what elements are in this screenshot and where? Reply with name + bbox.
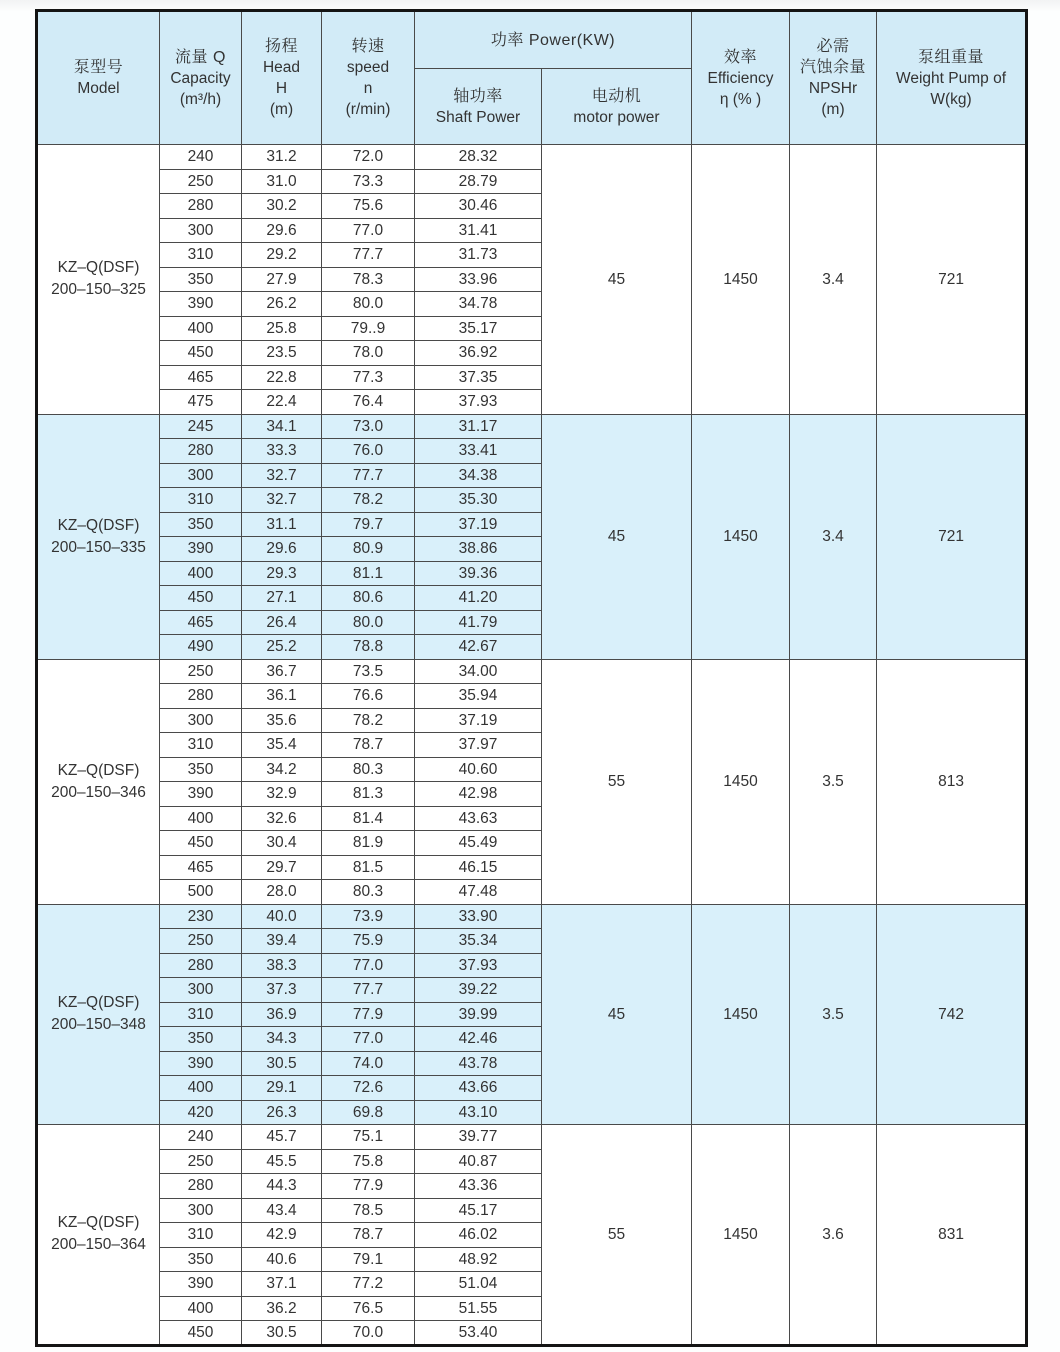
table-row	[37, 414, 1027, 439]
head-cell: 32.9	[242, 782, 322, 807]
efficiency-cell: 1450	[692, 659, 790, 904]
shaft-power-cell: 43.66	[415, 1076, 542, 1101]
capacity-cell: 465	[160, 610, 242, 635]
head-cell: 31.2	[242, 145, 322, 170]
capacity-cell: 465	[160, 855, 242, 880]
shaft-power-cell: 43.36	[415, 1174, 542, 1199]
speed-cell: 81.4	[322, 806, 415, 831]
speed-cell: 77.7	[322, 463, 415, 488]
model-name-line2: 200–150–348	[51, 1016, 146, 1034]
shaft-power-cell: 35.34	[415, 929, 542, 954]
shaft-power-cell: 31.73	[415, 243, 542, 268]
head-cell: 27.1	[242, 586, 322, 611]
capacity-cell: 280	[160, 684, 242, 709]
speed-cell: 80.3	[322, 880, 415, 905]
shaft-power-cell: 39.36	[415, 561, 542, 586]
col-header-head-en: Head	[262, 59, 301, 76]
speed-cell: 77.9	[322, 1002, 415, 1027]
shaft-power-cell: 37.35	[415, 365, 542, 390]
col-header-head	[242, 11, 322, 145]
head-cell: 28.0	[242, 880, 322, 905]
capacity-cell: 450	[160, 341, 242, 366]
speed-cell: 78.2	[322, 708, 415, 733]
speed-cell: 77.9	[322, 1174, 415, 1199]
col-header-efficiency	[692, 11, 790, 145]
model-cell	[37, 904, 160, 1125]
efficiency-cell: 1450	[692, 414, 790, 659]
shaft-power-cell: 39.77	[415, 1125, 542, 1150]
capacity-cell: 390	[160, 1051, 242, 1076]
shaft-power-cell: 47.48	[415, 880, 542, 905]
head-cell: 34.2	[242, 757, 322, 782]
speed-cell: 78.0	[322, 341, 415, 366]
col-header-speed-en: speed	[346, 59, 390, 76]
capacity-cell: 350	[160, 1027, 242, 1052]
shaft-power-cell: 40.60	[415, 757, 542, 782]
col-header-weight-unit: W(kg)	[930, 90, 972, 108]
col-header-head-zh: 扬程	[264, 38, 298, 55]
shaft-power-cell: 33.41	[415, 439, 542, 464]
head-cell: 31.0	[242, 169, 322, 194]
speed-cell: 77.2	[322, 1272, 415, 1297]
col-header-capacity-zh: 流量 Q	[175, 48, 226, 66]
table-row	[37, 904, 1027, 929]
shaft-power-cell: 42.67	[415, 635, 542, 660]
head-cell: 40.0	[242, 904, 322, 929]
speed-cell: 80.3	[322, 757, 415, 782]
motor-power-cell: 55	[542, 1125, 692, 1346]
model-name-line1: KZ–Q(DSF)	[57, 994, 140, 1012]
model-cell	[37, 145, 160, 415]
col-header-speed-symbol: n	[363, 80, 373, 97]
shaft-power-cell: 37.19	[415, 512, 542, 537]
speed-cell: 72.6	[322, 1076, 415, 1101]
head-cell: 25.8	[242, 316, 322, 341]
speed-cell: 76.5	[322, 1296, 415, 1321]
capacity-cell: 240	[160, 145, 242, 170]
speed-cell: 78.3	[322, 267, 415, 292]
speed-cell: 81.9	[322, 831, 415, 856]
head-cell: 27.9	[242, 267, 322, 292]
capacity-cell: 300	[160, 978, 242, 1003]
speed-cell: 78.2	[322, 488, 415, 513]
shaft-power-cell: 28.32	[415, 145, 542, 170]
head-cell: 38.3	[242, 953, 322, 978]
capacity-cell: 475	[160, 390, 242, 415]
speed-cell: 70.0	[322, 1321, 415, 1346]
capacity-cell: 300	[160, 218, 242, 243]
col-header-weight-en: Weight Pump of	[896, 69, 1007, 87]
table-header	[37, 11, 1027, 145]
col-header-npshr-zh1: 必需	[816, 38, 850, 55]
shaft-power-cell: 41.20	[415, 586, 542, 611]
capacity-cell: 400	[160, 1076, 242, 1101]
head-cell: 44.3	[242, 1174, 322, 1199]
capacity-cell: 280	[160, 953, 242, 978]
capacity-cell: 300	[160, 463, 242, 488]
motor-power-cell: 45	[542, 904, 692, 1125]
model-name-line1: KZ–Q(DSF)	[57, 516, 140, 534]
speed-cell: 80.6	[322, 586, 415, 611]
shaft-power-cell: 34.00	[415, 659, 542, 684]
speed-cell: 72.0	[322, 145, 415, 170]
speed-cell: 75.1	[322, 1125, 415, 1150]
shaft-power-cell: 53.40	[415, 1321, 542, 1346]
capacity-cell: 350	[160, 267, 242, 292]
head-cell: 37.1	[242, 1272, 322, 1297]
shaft-power-cell: 37.93	[415, 953, 542, 978]
model-name-line2: 200–150–325	[51, 281, 146, 299]
shaft-power-cell: 45.17	[415, 1198, 542, 1223]
speed-cell: 76.0	[322, 439, 415, 464]
shaft-power-cell: 37.19	[415, 708, 542, 733]
capacity-cell: 245	[160, 414, 242, 439]
head-cell: 35.4	[242, 733, 322, 758]
head-cell: 26.3	[242, 1100, 322, 1125]
capacity-cell: 310	[160, 488, 242, 513]
model-cell	[37, 659, 160, 904]
col-header-efficiency-unit: η (% )	[719, 90, 762, 108]
capacity-cell: 280	[160, 194, 242, 219]
col-header-capacity	[160, 11, 242, 145]
model-name-line2: 200–150–364	[51, 1236, 146, 1254]
shaft-power-cell: 46.15	[415, 855, 542, 880]
weight-cell: 721	[877, 145, 1027, 415]
capacity-cell: 310	[160, 1002, 242, 1027]
capacity-cell: 400	[160, 806, 242, 831]
capacity-cell: 300	[160, 708, 242, 733]
head-cell: 39.4	[242, 929, 322, 954]
efficiency-cell: 1450	[692, 145, 790, 415]
npshr-cell: 3.4	[790, 414, 877, 659]
shaft-power-cell: 38.86	[415, 537, 542, 562]
col-header-motor-power-zh: 电动机	[591, 87, 642, 105]
model-name-line1: KZ–Q(DSF)	[57, 761, 140, 779]
efficiency-cell: 1450	[692, 1125, 790, 1346]
head-cell: 30.4	[242, 831, 322, 856]
speed-cell: 76.6	[322, 684, 415, 709]
speed-cell: 75.9	[322, 929, 415, 954]
capacity-cell: 230	[160, 904, 242, 929]
head-cell: 22.4	[242, 390, 322, 415]
capacity-cell: 390	[160, 1272, 242, 1297]
speed-cell: 73.3	[322, 169, 415, 194]
speed-cell: 77.0	[322, 1027, 415, 1052]
model-name-line1: KZ–Q(DSF)	[57, 259, 140, 277]
head-cell: 34.1	[242, 414, 322, 439]
speed-cell: 80.9	[322, 537, 415, 562]
speed-cell: 78.7	[322, 733, 415, 758]
shaft-power-cell: 42.46	[415, 1027, 542, 1052]
motor-power-cell: 45	[542, 145, 692, 415]
capacity-cell: 250	[160, 929, 242, 954]
speed-cell: 73.5	[322, 659, 415, 684]
model-cell	[37, 414, 160, 659]
speed-cell: 78.8	[322, 635, 415, 660]
capacity-cell: 490	[160, 635, 242, 660]
speed-cell: 78.7	[322, 1223, 415, 1248]
speed-cell: 77.0	[322, 218, 415, 243]
col-header-shaft-power-en: Shaft Power	[435, 108, 521, 126]
speed-cell: 73.0	[322, 414, 415, 439]
capacity-cell: 250	[160, 169, 242, 194]
table-body	[37, 145, 1027, 1346]
head-cell: 26.4	[242, 610, 322, 635]
capacity-cell: 250	[160, 1149, 242, 1174]
capacity-cell: 500	[160, 880, 242, 905]
shaft-power-cell: 43.10	[415, 1100, 542, 1125]
head-cell: 36.7	[242, 659, 322, 684]
capacity-cell: 350	[160, 512, 242, 537]
table-row	[37, 145, 1027, 170]
npshr-cell: 3.4	[790, 145, 877, 415]
shaft-power-cell: 39.99	[415, 1002, 542, 1027]
head-cell: 35.6	[242, 708, 322, 733]
pump-spec-table	[35, 9, 1028, 1347]
shaft-power-cell: 30.46	[415, 194, 542, 219]
speed-cell: 79.7	[322, 512, 415, 537]
col-header-capacity-en: Capacity	[170, 69, 231, 87]
table-row	[37, 659, 1027, 684]
speed-cell: 74.0	[322, 1051, 415, 1076]
shaft-power-cell: 42.98	[415, 782, 542, 807]
shaft-power-cell: 46.02	[415, 1223, 542, 1248]
capacity-cell: 465	[160, 365, 242, 390]
shaft-power-cell: 51.55	[415, 1296, 542, 1321]
weight-cell: 742	[877, 904, 1027, 1125]
head-cell: 45.7	[242, 1125, 322, 1150]
speed-cell: 80.0	[322, 292, 415, 317]
model-name-line2: 200–150–346	[51, 783, 146, 801]
head-cell: 45.5	[242, 1149, 322, 1174]
shaft-power-cell: 36.92	[415, 341, 542, 366]
head-cell: 29.2	[242, 243, 322, 268]
shaft-power-cell: 43.63	[415, 806, 542, 831]
shaft-power-cell: 31.41	[415, 218, 542, 243]
col-header-npshr-en: NPSHr	[808, 80, 858, 97]
speed-cell: 76.4	[322, 390, 415, 415]
capacity-cell: 310	[160, 1223, 242, 1248]
speed-cell: 69.8	[322, 1100, 415, 1125]
weight-cell: 813	[877, 659, 1027, 904]
head-cell: 43.4	[242, 1198, 322, 1223]
speed-cell: 81.3	[322, 782, 415, 807]
col-header-power-group	[415, 11, 692, 69]
shaft-power-cell: 33.90	[415, 904, 542, 929]
col-header-motor-power-en: motor power	[573, 108, 660, 126]
speed-cell: 77.3	[322, 365, 415, 390]
efficiency-cell: 1450	[692, 904, 790, 1125]
col-header-npshr-zh2: 汽蚀余量	[800, 59, 867, 76]
shaft-power-cell: 35.30	[415, 488, 542, 513]
model-cell	[37, 1125, 160, 1346]
capacity-cell: 390	[160, 292, 242, 317]
col-header-shaft-power	[415, 69, 542, 145]
capacity-cell: 450	[160, 831, 242, 856]
col-header-model-zh: 泵型号	[73, 59, 124, 76]
speed-cell: 80.0	[322, 610, 415, 635]
head-cell: 31.1	[242, 512, 322, 537]
head-cell: 36.1	[242, 684, 322, 709]
speed-cell: 77.0	[322, 953, 415, 978]
col-header-power-label: 功率 Power(KW)	[490, 31, 616, 49]
col-header-speed-zh: 转速	[351, 38, 385, 55]
head-cell: 32.6	[242, 806, 322, 831]
head-cell: 29.1	[242, 1076, 322, 1101]
col-header-head-symbol: H	[275, 80, 288, 97]
shaft-power-cell: 51.04	[415, 1272, 542, 1297]
col-header-npshr	[790, 11, 877, 145]
head-cell: 26.2	[242, 292, 322, 317]
shaft-power-cell: 41.79	[415, 610, 542, 635]
col-header-model	[37, 11, 160, 145]
col-header-efficiency-en: Efficiency	[707, 69, 774, 87]
shaft-power-cell: 45.49	[415, 831, 542, 856]
weight-cell: 721	[877, 414, 1027, 659]
capacity-cell: 310	[160, 243, 242, 268]
head-cell: 42.9	[242, 1223, 322, 1248]
shaft-power-cell: 28.79	[415, 169, 542, 194]
shaft-power-cell: 37.93	[415, 390, 542, 415]
speed-cell: 75.8	[322, 1149, 415, 1174]
head-cell: 29.6	[242, 537, 322, 562]
shaft-power-cell: 48.92	[415, 1247, 542, 1272]
speed-cell: 81.5	[322, 855, 415, 880]
shaft-power-cell: 34.78	[415, 292, 542, 317]
head-cell: 34.3	[242, 1027, 322, 1052]
shaft-power-cell: 43.78	[415, 1051, 542, 1076]
head-cell: 32.7	[242, 488, 322, 513]
shaft-power-cell: 35.94	[415, 684, 542, 709]
model-name-line1: KZ–Q(DSF)	[57, 1214, 140, 1232]
head-cell: 36.9	[242, 1002, 322, 1027]
shaft-power-cell: 31.17	[415, 414, 542, 439]
table-row	[37, 1125, 1027, 1150]
shaft-power-cell: 40.87	[415, 1149, 542, 1174]
capacity-cell: 250	[160, 659, 242, 684]
col-header-weight-zh: 泵组重量	[918, 48, 985, 66]
capacity-cell: 400	[160, 316, 242, 341]
col-header-head-unit: (m)	[269, 101, 294, 118]
head-cell: 29.7	[242, 855, 322, 880]
head-cell: 37.3	[242, 978, 322, 1003]
capacity-cell: 350	[160, 757, 242, 782]
motor-power-cell: 45	[542, 414, 692, 659]
speed-cell: 79..9	[322, 316, 415, 341]
head-cell: 36.2	[242, 1296, 322, 1321]
capacity-cell: 450	[160, 1321, 242, 1346]
head-cell: 23.5	[242, 341, 322, 366]
col-header-speed	[322, 11, 415, 145]
capacity-cell: 450	[160, 586, 242, 611]
capacity-cell: 300	[160, 1198, 242, 1223]
speed-cell: 73.9	[322, 904, 415, 929]
shaft-power-cell: 35.17	[415, 316, 542, 341]
capacity-cell: 390	[160, 537, 242, 562]
head-cell: 40.6	[242, 1247, 322, 1272]
capacity-cell: 350	[160, 1247, 242, 1272]
capacity-cell: 310	[160, 733, 242, 758]
col-header-motor-power	[542, 69, 692, 145]
speed-cell: 78.5	[322, 1198, 415, 1223]
col-header-capacity-unit: (m³/h)	[179, 90, 222, 108]
shaft-power-cell: 39.22	[415, 978, 542, 1003]
head-cell: 30.5	[242, 1321, 322, 1346]
col-header-npshr-unit: (m)	[821, 101, 845, 118]
head-cell: 33.3	[242, 439, 322, 464]
model-name-line2: 200–150–335	[51, 538, 146, 556]
shaft-power-cell: 37.97	[415, 733, 542, 758]
speed-cell: 79.1	[322, 1247, 415, 1272]
col-header-model-en: Model	[77, 80, 120, 97]
capacity-cell: 400	[160, 1296, 242, 1321]
npshr-cell: 3.5	[790, 904, 877, 1125]
speed-cell: 75.6	[322, 194, 415, 219]
head-cell: 22.8	[242, 365, 322, 390]
col-header-weight	[877, 11, 1027, 145]
npshr-cell: 3.5	[790, 659, 877, 904]
capacity-cell: 280	[160, 439, 242, 464]
head-cell: 25.2	[242, 635, 322, 660]
head-cell: 32.7	[242, 463, 322, 488]
capacity-cell: 390	[160, 782, 242, 807]
speed-cell: 77.7	[322, 978, 415, 1003]
col-header-efficiency-zh: 效率	[724, 48, 758, 66]
head-cell: 30.5	[242, 1051, 322, 1076]
motor-power-cell: 55	[542, 659, 692, 904]
shaft-power-cell: 33.96	[415, 267, 542, 292]
head-cell: 29.6	[242, 218, 322, 243]
col-header-shaft-power-zh: 轴功率	[453, 87, 503, 105]
head-cell: 30.2	[242, 194, 322, 219]
head-cell: 29.3	[242, 561, 322, 586]
capacity-cell: 420	[160, 1100, 242, 1125]
npshr-cell: 3.6	[790, 1125, 877, 1346]
weight-cell: 831	[877, 1125, 1027, 1346]
speed-cell: 81.1	[322, 561, 415, 586]
capacity-cell: 280	[160, 1174, 242, 1199]
col-header-speed-unit: (r/min)	[345, 101, 391, 118]
capacity-cell: 240	[160, 1125, 242, 1150]
shaft-power-cell: 34.38	[415, 463, 542, 488]
capacity-cell: 400	[160, 561, 242, 586]
speed-cell: 77.7	[322, 243, 415, 268]
